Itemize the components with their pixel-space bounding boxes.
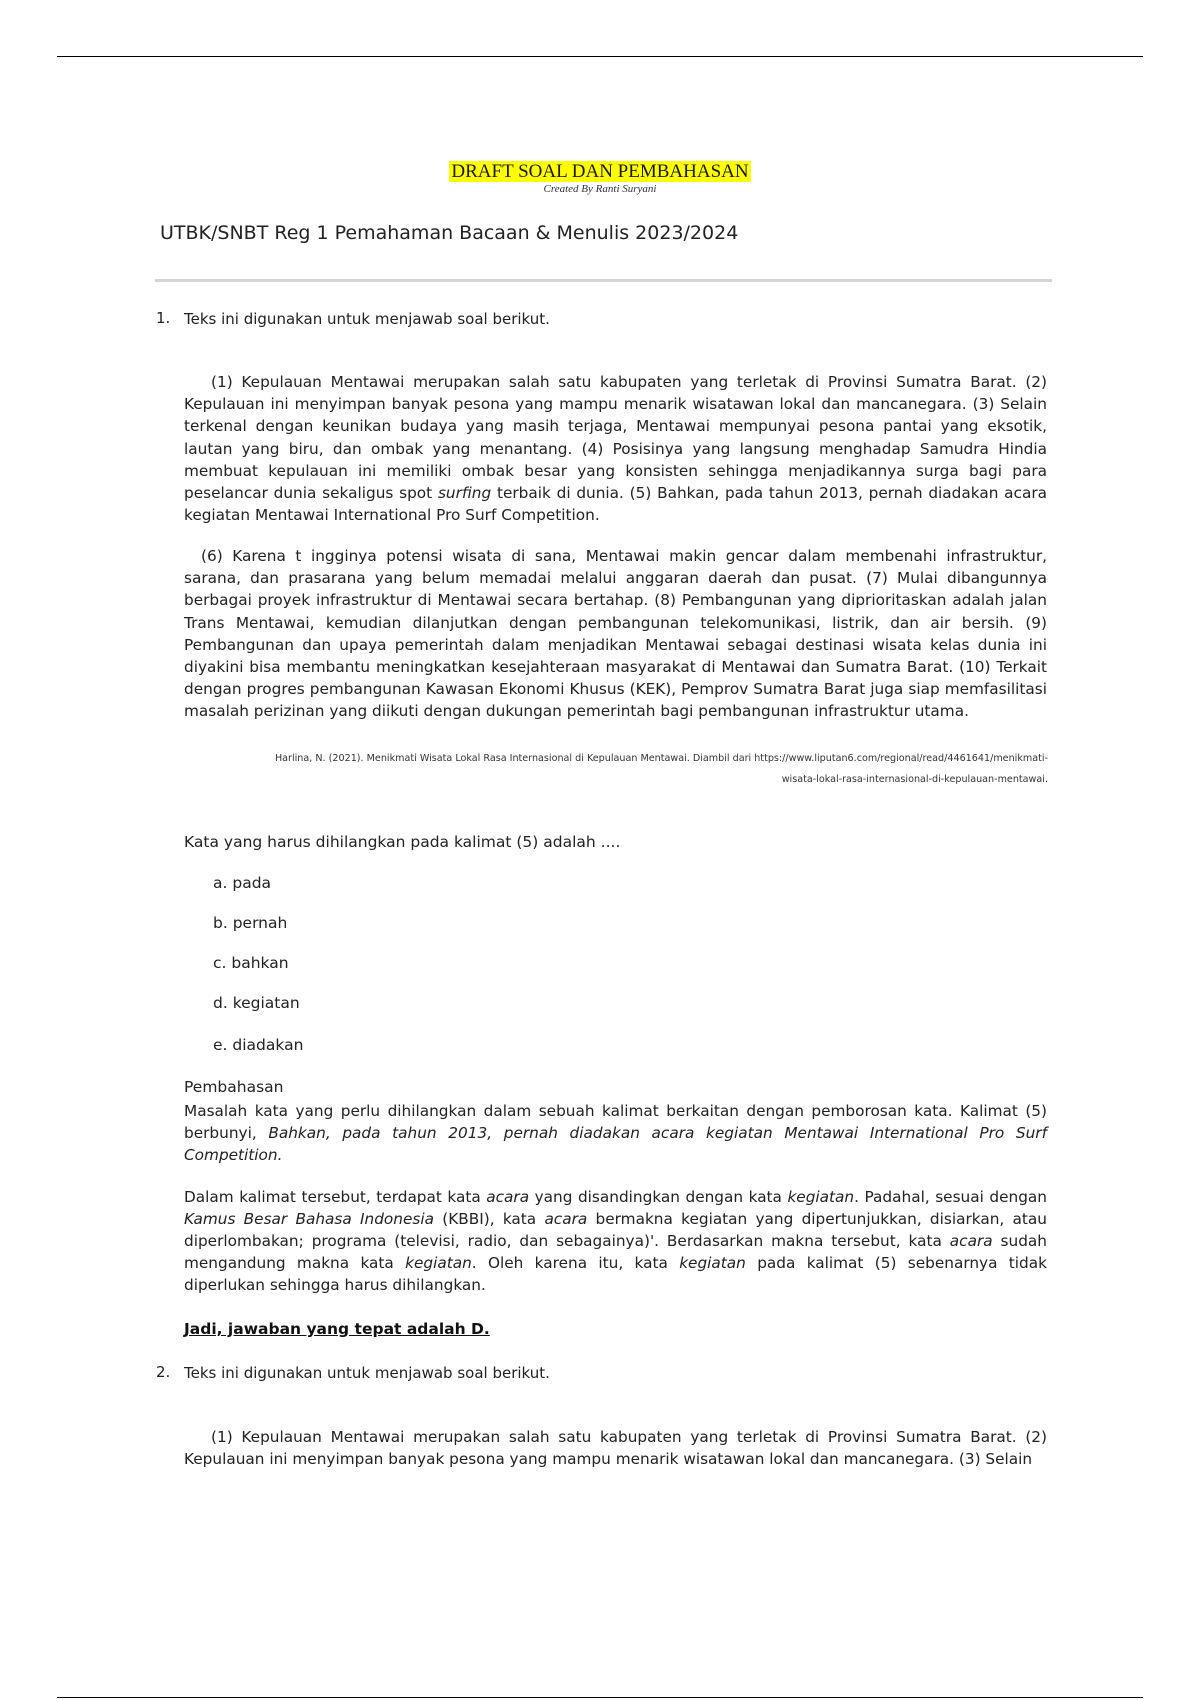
explanation-paragraph-2: Dalam kalimat tersebut, terdapat kata acara yang disandingkan dengan kata kegiatan. Padahal, sesuai dengan Kamus Besar Bahasa Indonesia (KBBI), kata acara bermakna kegiatan yang dipertunjukkan, disiarkan, atau diperlombakan; programa (televisi, radio, dan sebagainya)'. Berdasarkan makna tersebut, kata acara sudah mengandung makna kata kegiatan. Oleh karena itu, kata kegiatan pada kalimat (5) sebenarnya tidak diperlukan sehingga harus dihilangkan. <box>184 1188 1047 1294</box>
question-1-prompt: Kata yang harus dihilangkan pada kalimat (5) adalah .... <box>184 833 621 851</box>
q2-passage-paragraph-1: (1) Kepulauan Mentawai merupakan salah satu kabupaten yang terletak di Provinsi Sumatra Barat. (2) Kepulauan ini menyimpan banyak pesona yang mampu menarik wisatawan lokal dan mancanegara. (3) Selain <box>184 1428 1047 1469</box>
author-credit: Created By Ranti Suryani <box>543 183 657 195</box>
pembahasan-label: Pembahasan <box>184 1078 284 1096</box>
section-divider <box>155 279 1052 282</box>
document-header <box>0 161 1200 196</box>
top-rule <box>57 56 1143 57</box>
question-1-intro: Teks ini digunakan untuk menjawab soal berikut. <box>184 310 550 328</box>
draft-title: DRAFT SOAL DAN PEMBAHASAN <box>451 161 749 182</box>
answer-statement: Jadi, jawaban yang tepat adalah D. <box>184 1320 490 1338</box>
question-2-number: 2. <box>156 1363 171 1381</box>
q1-passage-paragraph-1: (1) Kepulauan Mentawai merupakan salah satu kabupaten yang terletak di Provinsi Sumatra Barat. (2) Kepulauan ini menyimpan banyak pesona yang mampu menarik wisatawan lokal dan mancanegara. (3) Selain terkenal dengan keunikan budaya yang masih terjaga, Mentawai mempunyai pesona pantai yang eksotik, lautan yang biru, dan ombak yang menantang. (4) Posisinya yang langsung menghadap Samudra Hindia membuat kepulauan ini memiliki ombak besar yang konsisten sehingga menjadikannya surga bagi para peselancar dunia sekaligus spot surfing terbaik di dunia. (5) Bahkan, pada tahun 2013, pernah diadakan acara kegiatan Mentawai International Pro Surf Competition. <box>184 373 1047 525</box>
option-c[interactable]: c. bahkan <box>213 954 289 972</box>
option-d[interactable]: d. kegiatan <box>213 994 300 1012</box>
option-e[interactable]: e. diadakan <box>213 1036 304 1054</box>
citation-line-1: Harlina, N. (2021). Menikmati Wisata Lokal Rasa Internasional di Kepulauan Mentawai. Diambil dari https://www.liputan6.com/regional/read/4461641/menikmati- <box>274 753 1048 764</box>
exam-title: UTBK/SNBT Reg 1 Pemahaman Bacaan & Menulis 2023/2024 <box>160 222 739 244</box>
option-b[interactable]: b. pernah <box>213 914 288 932</box>
citation-line-2: wisata-lokal-rasa-internasional-di-kepulauan-mentawai. <box>781 774 1048 785</box>
bottom-rule <box>57 1697 1143 1698</box>
explanation-paragraph-1: Masalah kata yang perlu dihilangkan dalam sebuah kalimat berkaitan dengan pemborosan kata. Kalimat (5) berbunyi, Bahkan, pada tahun 2013, pernah diadakan acara kegiatan Mentawai International Pro Surf Competition. <box>184 1102 1047 1164</box>
question-1-number: 1. <box>156 309 171 327</box>
option-a[interactable]: a. pada <box>213 874 272 892</box>
q1-passage-paragraph-2: (6) Karena t ingginya potensi wisata di sana, Mentawai makin gencar dalam membenahi infrastruktur, sarana, dan prasarana yang belum memadai melalui anggaran daerah dan pusat. (7) Mulai dibangunnya berbagai proyek infrastruktur di Mentawai secara bertahap. (8) Pembangunan yang diprioritaskan adalah jalan Trans Mentawai, kemudian dilanjutkan dengan pembangunan telekomunikasi, listrik, dan air bersih. (9) Pembangunan dan upaya pemerintah dalam menjadikan Mentawai sebagai destinasi wisata kelas dunia ini diyakini bisa membantu meningkatkan kesejahteraan masyarakat di Mentawai dan Sumatra Barat. (10) Terkait dengan progres pembangunan Kawasan Ekonomi Khusus (KEK), Pemprov Sumatra Barat juga siap memfasilitasi masalah perizinan yang diikuti dengan dukungan pemerintah bagi pembangunan infrastruktur utama. <box>184 547 1047 721</box>
question-2-intro: Teks ini digunakan untuk menjawab soal berikut. <box>184 1364 550 1382</box>
